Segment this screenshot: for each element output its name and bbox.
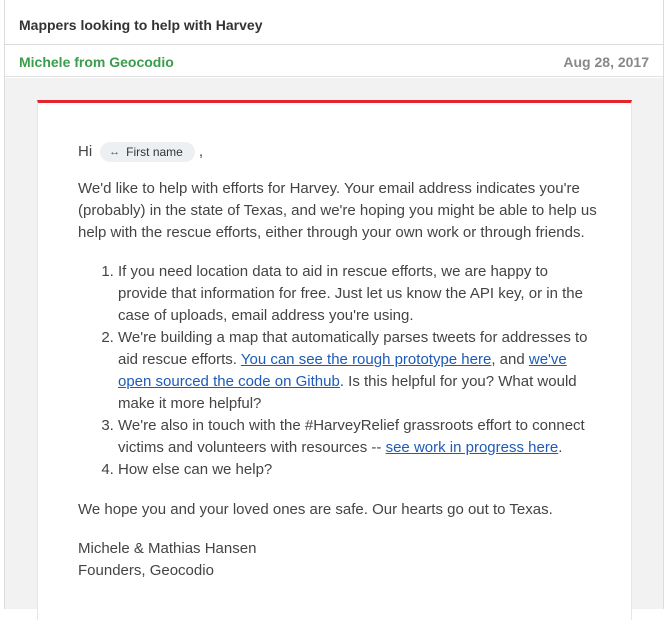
merge-tag-first-name[interactable] (100, 142, 195, 162)
signature (78, 538, 598, 582)
github-link[interactable]: we've open sourced the code on Github (118, 351, 567, 390)
email-card (37, 100, 632, 620)
item-3-text: We're also in touch with the #HarveyRelief grassroots effort to connect victims and volunteers with resources -- (118, 417, 585, 456)
list-item (118, 415, 598, 459)
email-meta (5, 46, 663, 77)
list-item (118, 261, 598, 327)
email-viewer (4, 0, 664, 609)
intro-paragraph: We'd like to help with efforts for Harvey. Your email address indicates you're (probably) in the state of Texas, and we're hoping you might be able to help us help with the rescue efforts, either through your own work or through friends. (78, 180, 597, 241)
list-item (118, 327, 598, 415)
signature-title: Founders, Geocodio (78, 562, 214, 579)
item-1-text: If you need location data to aid in rescue efforts, we are happy to provide that information for free. Just let us know the API key, or in the case of uploads, email address you're using. (118, 263, 583, 324)
item-2-text-mid: , and (491, 351, 529, 368)
merge-field-icon: ↔ (109, 146, 120, 158)
email-sender[interactable]: Michele from Geocodio (19, 54, 174, 70)
item-3-text-end: . (558, 439, 563, 456)
list-item (118, 459, 598, 481)
prototype-link[interactable]: You can see the rough prototype here (240, 351, 492, 368)
work-in-progress-link[interactable]: see work in progress here (385, 439, 559, 456)
item-2-text: We're building a map that automatically parses tweets for addresses to aid rescue efforts. (118, 329, 588, 368)
help-list (78, 261, 598, 481)
email-subject: Mappers looking to help with Harvey (5, 0, 663, 45)
merge-tag-label: First name (126, 145, 183, 159)
email-body-background (5, 78, 663, 609)
email-content (78, 141, 598, 582)
greeting-prefix: Hi (78, 143, 93, 160)
greeting (78, 141, 598, 163)
greeting-suffix: , (198, 143, 204, 160)
email-date: Aug 28, 2017 (563, 54, 649, 70)
item-4-text: How else can we help? (118, 461, 273, 478)
closing-paragraph: We hope you and your loved ones are safe. Our hearts go out to Texas. (78, 501, 553, 518)
item-2-text-end: . Is this helpful for you? What would make it more helpful? (118, 373, 577, 412)
signature-name: Michele & Mathias Hansen (78, 540, 257, 557)
